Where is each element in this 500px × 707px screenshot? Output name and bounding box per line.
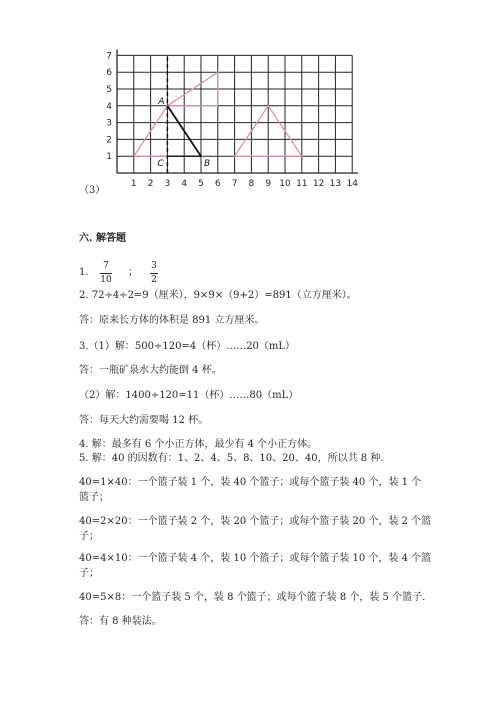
q3-part1-line: 3.（1）解：500÷120=4（杯）……20（mL）	[79, 341, 296, 352]
fraction-numerator: 7	[103, 261, 109, 271]
factor-row-1a: 40=1×40：一个篮子装 1 个，装 40 个篮子；或每个篮子装 40 个，装 1 个	[79, 477, 422, 488]
fraction-3-2	[150, 261, 158, 286]
x-tick-label: 8	[248, 179, 255, 189]
point-a-label: A	[158, 96, 165, 107]
fraction-numerator: 3	[151, 261, 157, 271]
factor-row-3a: 40=4×10：一个篮子装 4 个，装 10 个篮子；或每个篮子装 10 个，装 4 个篮	[79, 553, 432, 564]
q2-answer: 答：原来长方体的体积是 891 立方厘米。	[79, 315, 265, 326]
x-tick-label: 4	[181, 179, 188, 189]
q1-separator: ；	[128, 267, 138, 278]
final-answer: 答：有 8 种装法。	[79, 616, 162, 627]
fraction-bar	[100, 273, 112, 274]
part-label: （3）	[79, 185, 106, 196]
fraction-7-10	[100, 261, 112, 286]
y-tick-label: 5	[106, 85, 112, 95]
factor-row-2a: 40=2×20：一个篮子装 2 个，装 20 个篮子；或每个篮子装 20 个，装 2 个篮	[79, 516, 432, 527]
fraction-bar	[150, 273, 158, 274]
y-tick-label: 2	[106, 135, 112, 146]
factor-row-2b: 子；	[79, 531, 99, 542]
fraction-denominator: 2	[151, 275, 157, 285]
point-b-label: B	[204, 159, 211, 170]
x-tick-label: 14	[346, 179, 358, 189]
q4-line: 4. 解：最多有 6 个小正方体，最少有 4 个小正方体。	[79, 439, 318, 450]
x-tick-label: 2	[147, 179, 154, 189]
x-tick-label: 7	[231, 179, 238, 189]
x-tick-label: 1	[130, 179, 137, 189]
section-title: 六. 解答题	[79, 233, 126, 244]
x-tick-label: 13	[329, 179, 342, 189]
coordinate-grid	[100, 51, 370, 212]
y-tick-label: 1	[106, 152, 112, 163]
y-tick-label: 6	[106, 68, 112, 79]
q5-line: 5. 解：40 的因数有：1、2、4、5、8、10、20、40，所以共 8 种.	[79, 453, 384, 464]
q3-part1-answer: 答：一瓶矿泉水大约能倒 4 杯。	[79, 365, 222, 376]
fraction-denominator: 10	[100, 275, 112, 285]
y-tick-label: 4	[106, 101, 112, 112]
factor-row-4: 40=5×8：一个篮子装 5 个，装 8 个篮子；或每个篮子装 8 个，装 5 个篮子.	[79, 592, 426, 603]
x-tick-label: 3	[164, 179, 171, 189]
y-tick-label: 7	[106, 51, 112, 62]
q3-part2-answer: 答：每天大约需要喝 12 杯。	[79, 415, 209, 426]
factor-row-3b: 子；	[79, 568, 99, 579]
x-tick-label: 9	[265, 179, 272, 189]
factor-row-1b: 篮子；	[79, 492, 109, 503]
point-c-label: C	[157, 159, 164, 170]
x-tick-label: 6	[214, 179, 221, 189]
q3-part2-line: （2）解：1400÷120=11（杯）……80（mL）	[79, 390, 299, 401]
x-tick-label: 10	[279, 179, 291, 189]
q1-label: 1.	[79, 267, 89, 278]
q2-line: 2. 72÷4÷2=9（厘米），9×9×（9+2）=891（立方厘米）。	[79, 290, 357, 301]
x-tick-label: 11	[296, 179, 308, 189]
x-tick-label: 12	[312, 179, 325, 189]
x-tick-label: 5	[198, 179, 204, 189]
y-tick-label: 3	[106, 118, 112, 129]
